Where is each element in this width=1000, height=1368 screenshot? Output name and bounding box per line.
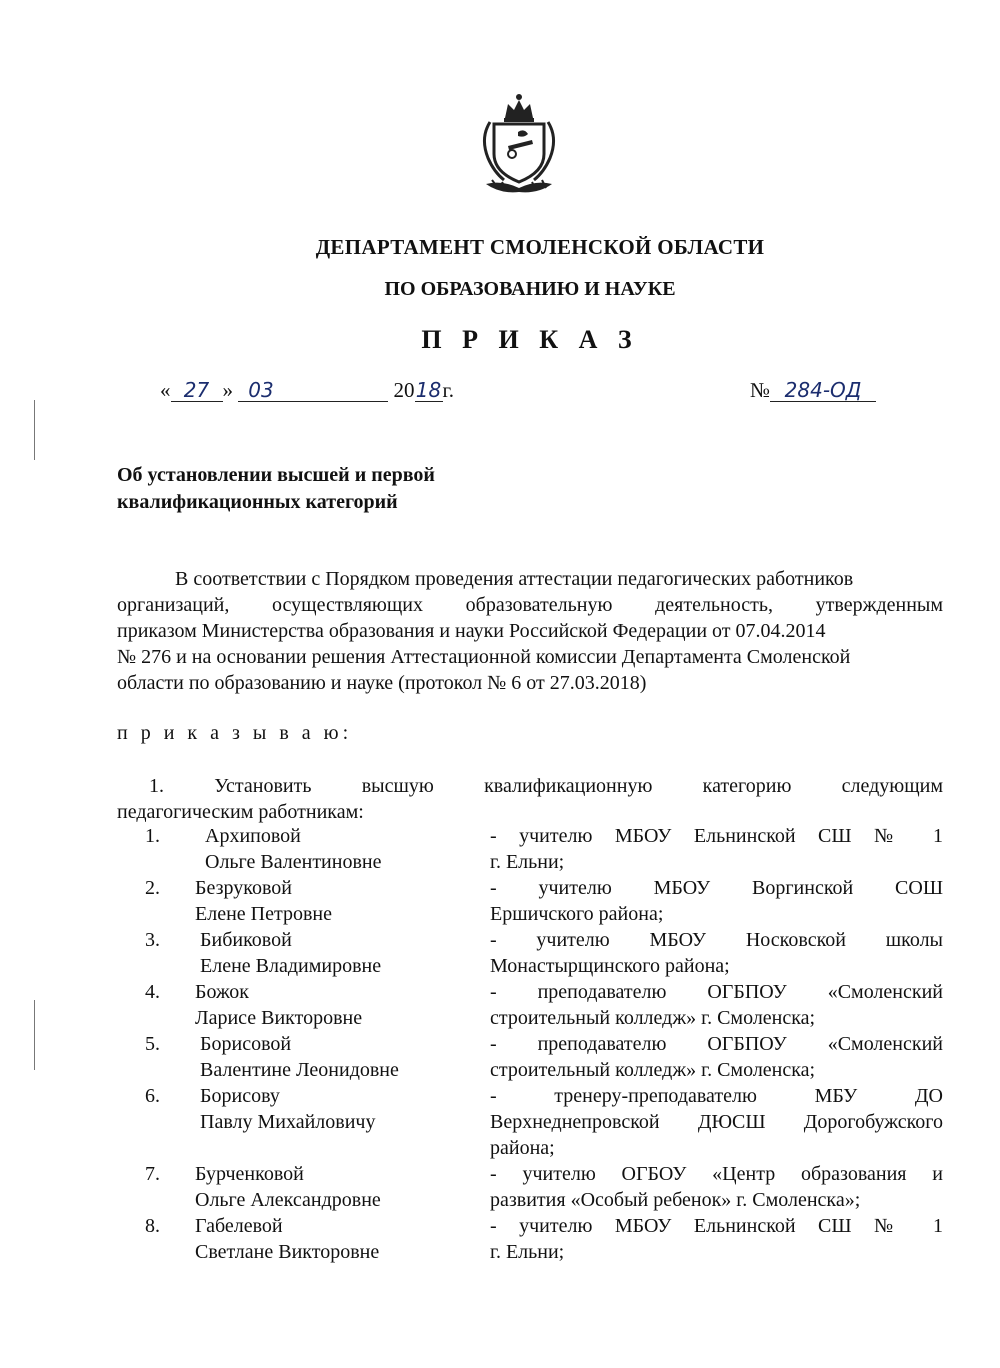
person-name [195,979,485,1031]
list-item [117,823,947,875]
person-position [490,1083,943,1161]
position-line2: Монастырщинского района; [490,955,730,977]
position-line1: - преподавателю ОГБПОУ «Смоленский [490,981,943,1003]
list-item [117,927,947,979]
person-surname: Габелевой [195,1215,283,1237]
position-line1: - учителю ОГБОУ «Центр образования и [490,1163,943,1185]
position-line1: - учителю МБОУ Воргинской СОШ [490,877,943,899]
item1-line2: педагогическим работникам: [117,801,364,823]
person-surname: Бурченковой [195,1163,304,1185]
order-number [750,378,876,403]
person-given-names: Елене Владимировне [200,955,382,977]
item-number: 4. [145,981,160,1003]
item-number: 6. [145,1085,160,1107]
person-position [490,823,943,875]
coat-of-arms-emblem [472,88,566,198]
order-number-value: 284-ОД [770,379,876,402]
date-year-unit: г. [442,378,454,402]
position-line1: - учителю МБОУ Ельнинской СШ № 1 [490,1215,943,1237]
person-given-names: Павлу Михайловичу [200,1111,376,1133]
person-surname: Бибиковой [200,929,292,951]
position-line2: г. Ельни; [490,1241,565,1263]
person-position [490,875,943,927]
scan-edge-mark [34,400,35,460]
list-item [117,1083,947,1161]
item-number: 1. [145,825,160,847]
person-given-names: Ольге Александровне [195,1189,381,1211]
person-given-names: Светлане Викторовне [195,1241,380,1263]
date-close-quote: » [222,378,233,402]
person-position [490,979,943,1031]
order-date [160,378,454,403]
teachers-list [117,823,947,1265]
position-line1: - преподавателю ОГБПОУ «Смоленский [490,1033,943,1055]
preamble-paragraph [117,566,943,696]
person-surname: Божок [195,981,250,1003]
position-line1: - учителю МБОУ Носковской школы [490,929,943,951]
person-name [195,1031,485,1083]
subject-line1: Об установлении высшей и первой [117,464,435,486]
subject-line2: квалификационных категорий [117,491,398,513]
person-given-names: Ольге Валентиновне [205,851,382,873]
person-position [490,927,943,979]
list-item [117,1161,947,1213]
person-surname: Борисовой [200,1033,292,1055]
person-name [195,927,485,979]
person-name [195,823,485,875]
item1-paragraph [117,773,943,825]
position-line2: Ершичского района; [490,903,664,925]
person-surname: Безруковой [195,877,292,899]
person-position [490,1161,943,1213]
person-name [195,1161,485,1213]
preamble-line2: организаций, осуществляющих образовательную деятельность, утвержденным [117,594,943,616]
item1-line1: 1. Установить высшую квалификационную категорию следующим [149,775,943,797]
position-line1: - учителю МБОУ Ельнинской СШ № 1 [490,825,943,847]
date-open-quote: « [160,378,171,402]
person-position [490,1213,943,1265]
person-name [195,1083,485,1135]
list-item [117,979,947,1031]
position-line2: строительный колледж» г. Смоленска; [490,1007,816,1029]
position-line3: района; [490,1137,555,1159]
person-name [195,875,485,927]
preamble-line3: приказом Министерства образования и науки Российской Федерации от 07.04.2014 [117,620,826,642]
item-number: 2. [145,877,160,899]
preamble-line5: области по образованию и науке (протокол № 6 от 27.03.2018) [117,672,647,694]
position-line1: - тренеру-преподавателю МБУ ДО [490,1085,943,1107]
date-year-prefix: 20 [393,378,415,402]
order-word: п р и к а з ы в а ю: [117,722,353,744]
department-name-line1: ДЕПАРТАМЕНТ СМОЛЕНСКОЙ ОБЛАСТИ [315,235,765,259]
person-given-names: Елене Петровне [195,903,332,925]
list-item [117,1213,947,1265]
item-number: 3. [145,929,160,951]
person-given-names: Ларисе Викторовне [195,1007,363,1029]
document-type-title: П Р И К А З [421,325,639,354]
date-month: 03 [238,379,388,402]
preamble-line4: № 276 и на основании решения Аттестационной комиссии Департамента Смоленской [117,646,851,668]
list-item [117,1031,947,1083]
position-line2: развития «Особый ребенок» г. Смоленска»; [490,1189,861,1211]
preamble-line1: В соответствии с Порядком проведения аттестации педагогических работников [175,568,854,590]
order-number-label: № [750,378,771,402]
person-surname: Архиповой [205,825,301,847]
position-line2: г. Ельни; [490,851,565,873]
department-name-line2: ПО ОБРАЗОВАНИЮ И НАУКЕ [384,278,676,300]
scan-edge-mark [34,1000,35,1070]
list-item [117,875,947,927]
person-surname: Борисову [200,1085,280,1107]
date-year-suffix: 18 [415,378,442,402]
order-subject [117,462,435,516]
person-name [195,1213,485,1265]
item-number: 7. [145,1163,160,1185]
position-line2: Верхнеднепровской ДЮСШ Дорогобужского [490,1111,943,1133]
person-given-names: Валентине Леонидовне [200,1059,399,1081]
item-number: 5. [145,1033,160,1055]
date-day: 27 [171,379,223,402]
item-number: 8. [145,1215,160,1237]
person-position [490,1031,943,1083]
position-line2: строительный колледж» г. Смоленска; [490,1059,816,1081]
